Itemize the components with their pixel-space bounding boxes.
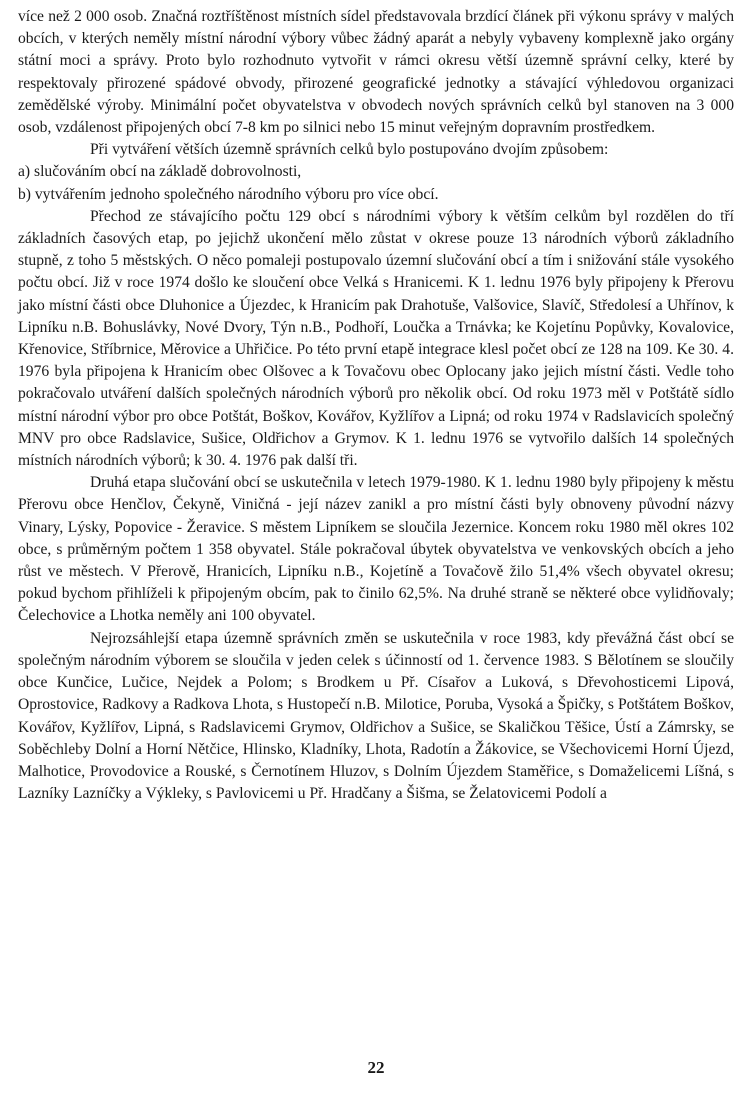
paragraph: více než 2 000 osob. Značná roztříštěnost místních sídel představovala brzdící článek při výkonu správy v malých obcích, v kterých neměly místní národní výbory vůbec žádný aparát a nebyly vybaveny komplexně jako orgány státní moci a správy. Proto bylo rozhodnuto vytvořit v rámci okresu větší územně správní celky, které by respektovaly přirozené spádové obvody, přirozené geografické jednotky a stávající výhledovou organizaci zemědělské výroby. Minimální počet obyvatelstva v obvodech nových správních celků byl stanoven na 3 000 osob, vzdálenost připojených obcí 7-8 km po silnici nebo 15 minut veřejným dopravním prostředkem. (18, 8, 734, 137)
paragraph: Při vytváření větších územně správních celků bylo postupováno dvojím způsobem: (90, 141, 609, 159)
body-text (18, 6, 734, 805)
list-item: b) vytvářením jednoho společného národního výboru pro více obcí. (18, 185, 439, 203)
paragraph: Nejrozsáhlejší etapa územně správních změn se uskutečnila v roce 1983, kdy převážná část obcí se společným národním výborem se sloučila v jeden celek s účinností od 1. července 1983. S Bělotínem se sloučily obce Kunčice, Lučice, Nejdek a Polom; s Brodkem u Př. Císařov a Luková, s Dřevohosticemi Lipová, Oprostovice, Radkovy a Radkova Lhota, s Hustopečí n.B. Milotice, Poruba, Vysoká a Špičky, s Potštátem Boškov, Kovářov, Kyžlířov, Lipná, s Radslavicemi Grymov, Oldřichov a Sušice, se Skaličkou Těšice, Ústí a Zámrsky, se Soběchleby Dolní a Horní Nětčice, Hlinsko, Kladníky, Lhota, Radotín a Žákovice, se Všechovicemi Horní Újezd, Malhotice, Provodovice a Rouské, s Černotínem Hluzov, s Dolním Újezdem Staměřice, s Domaželicemi Líšná, s Lazníky Lazníčky a Výkleky, s Pavlovicemi u Př. Hradčany a Šišma, se Želatovicemi Podolí a (18, 629, 734, 803)
paragraph: Druhá etapa slučování obcí se uskutečnila v letech 1979-1980. K 1. lednu 1980 byly připojeny k městu Přerovu obce Henčlov, Čekyně, Viničná - její název zanikl a pro místní části byly obnoveny původní názvy Vinary, Lýsky, Popovice - Žeravice. S městem Lipníkem se sloučila Jezernice. Koncem roku 1980 měl okres 102 obce, s průměrným počtem 1 358 obyvatel. Stále pokračoval úbytek obyvatelstva ve venkovských obcích a jeho růst ve městech. V Přerově, Hranicích, Lipníku n.B., Kojetíně a Tovačově žilo 51,4% všech obyvatel okresu; pokud bychom přihlíželi k připojeným obcím, pak to činilo 62,5%. Na druhé straně se některé obce vylidňovaly; Čelechovice a Lhotka neměly ani 100 obyvatel. (18, 474, 734, 625)
paragraph: Přechod ze stávajícího počtu 129 obcí s národními výbory k větším celkům byl rozdělen do tří základních časových etap, po jejichž ukončení mělo zůstat v okrese pouze 13 národních výborů základního stupně, z toho 5 městských. O něco pomaleji postupovalo územní slučování obcí a tím i snižování stále vysokého počtu obcí. Již v roce 1974 došlo ke sloučení obce Velká s Hranicemi. K 1. lednu 1976 byly připojeny k Přerovu jako místní části obce Dluhonice a Újezdec, k Hranicím pak Drahotuše, Valšovice, Slavíč, Středolesí a Uhřínov, k Lipníku n.B. Bohuslávky, Nové Dvory, Týn n.B., Podhoří, Loučka a Trnávka; ke Kojetínu Popůvky, Kovalovice, Křenovice, Stříbrnice, Měrovice a Uhřičice. Po této první etapě integrace klesl počet obcí ze 128 na 109. Ke 30. 4. 1976 byla připojena k Hranicím obec Olšovec a k Tovačovu obec Oplocany jako jejich místní části. Vedle toho pokračovalo utváření dalších společných národních výborů pro několik obcí. Od roku 1973 měl v Potštátě sídlo místní národní výbor pro obce Potštát, Boškov, Kovářov, Kyžlířov a Lipná; od roku 1974 v Radslavicích společný MNV pro obce Radslavice, Sušice, Oldřichov a Grymov. K 1. lednu 1976 se vytvořilo dalších 14 společných místních národních výborů; k 30. 4. 1976 pak další tři. (18, 207, 734, 470)
list-item: a) slučováním obcí na základě dobrovolnosti, (18, 163, 302, 181)
document-page (18, 6, 734, 1096)
page-number: 22 (367, 1058, 385, 1077)
